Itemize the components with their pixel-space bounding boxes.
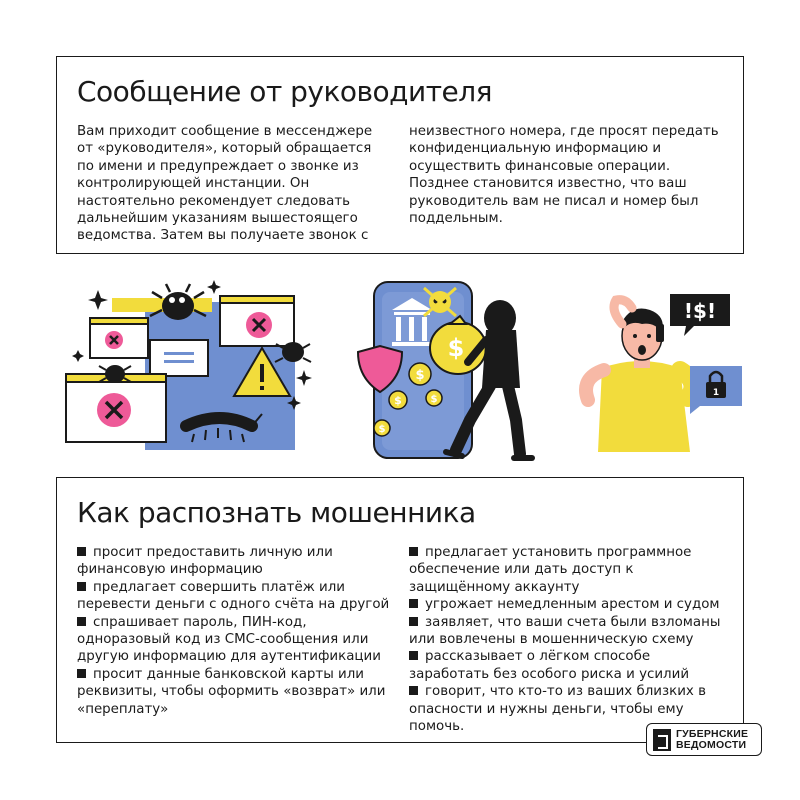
fraud-signs-title: Как распознать мошенника bbox=[77, 496, 476, 529]
illustration-strip bbox=[0, 270, 800, 470]
scenario-text-column-1: Вам приходит сообщение в мессенджере от «руководителя», который обращается по имени и предупреждает о звонке из контролирующей инстанции. Он настоятельно рекомендует следовать дальнейшим указаниям вышестоящего ведомства. Затем вы получаете звонок с bbox=[77, 124, 373, 244]
coin-icon bbox=[374, 420, 390, 436]
malware-windows-illustration bbox=[66, 280, 312, 450]
alert-bubble-icon bbox=[670, 294, 730, 336]
publisher-logo bbox=[646, 723, 762, 756]
scenario-text-column-2: неизвестного номера, где просят передать конфиденциальную информацию и осуществить финансовые операции. Позднее становится известно, что ваш руководитель вам не писал и номер был поддельным. bbox=[409, 124, 719, 227]
phone-thief-illustration bbox=[358, 282, 532, 458]
list-item: рассказывает о лёгком способе заработать без особого риска и усилий bbox=[409, 648, 731, 683]
svg-text:$: $ bbox=[447, 334, 465, 362]
scenario-card bbox=[56, 56, 744, 254]
error-window-icon bbox=[66, 374, 166, 442]
svg-text:$: $ bbox=[430, 394, 438, 405]
list-item: угрожает немедленным арестом и судом bbox=[409, 596, 731, 613]
svg-text:$: $ bbox=[415, 368, 425, 383]
sparkle-icon bbox=[72, 350, 84, 362]
svg-text:$: $ bbox=[394, 394, 402, 407]
phone-in-hand-icon bbox=[656, 324, 664, 342]
logo-line-2: ВЕДОМОСТИ bbox=[676, 738, 747, 751]
scared-person-illustration bbox=[586, 294, 742, 452]
fraud-signs-list-left bbox=[77, 544, 395, 718]
error-window-icon bbox=[220, 296, 294, 346]
sparkle-icon bbox=[296, 370, 312, 386]
list-item: говорит, что кто-то из ваших близких в опасности и нужны деньги, чтобы ему помочь. bbox=[409, 683, 731, 735]
coin-icon bbox=[389, 391, 407, 409]
coin-icon bbox=[409, 363, 431, 385]
svg-text:!$!: !$! bbox=[683, 299, 717, 323]
list-item: спрашивает пароль, ПИН-код, одноразовый код из СМС-сообщения или другую информацию для аутентификации bbox=[77, 614, 395, 666]
list-item: предлагает совершить платёж или перевести деньги с одного счёта на другой bbox=[77, 579, 395, 614]
logo-mark-icon bbox=[653, 729, 671, 751]
logo-line-1: ГУБЕРНСКИЕ bbox=[676, 727, 749, 740]
list-item: просит данные банковской карты или реквизиты, чтобы оформить «возврат» или «переплату» bbox=[77, 666, 395, 718]
svg-text:$: $ bbox=[378, 424, 386, 435]
message-window-icon bbox=[150, 340, 208, 376]
svg-text:1: 1 bbox=[712, 388, 720, 398]
scenario-title: Сообщение от руководителя bbox=[77, 75, 493, 108]
sparkle-icon bbox=[88, 290, 108, 310]
error-window-icon bbox=[90, 318, 148, 358]
fraud-signs-card bbox=[56, 477, 744, 743]
list-item: заявляет, что ваши счета были взломаны или вовлечены в мошенническую схему bbox=[409, 614, 731, 649]
coin-icon bbox=[426, 390, 442, 406]
sparkle-icon bbox=[207, 280, 221, 294]
fraud-signs-list-right bbox=[409, 544, 731, 735]
list-item: просит предоставить личную или финансовую информацию bbox=[77, 544, 395, 579]
lock-bubble-icon bbox=[690, 366, 742, 414]
list-item: предлагает установить программное обеспечение или дать доступ к защищённому аккаунту bbox=[409, 544, 731, 596]
